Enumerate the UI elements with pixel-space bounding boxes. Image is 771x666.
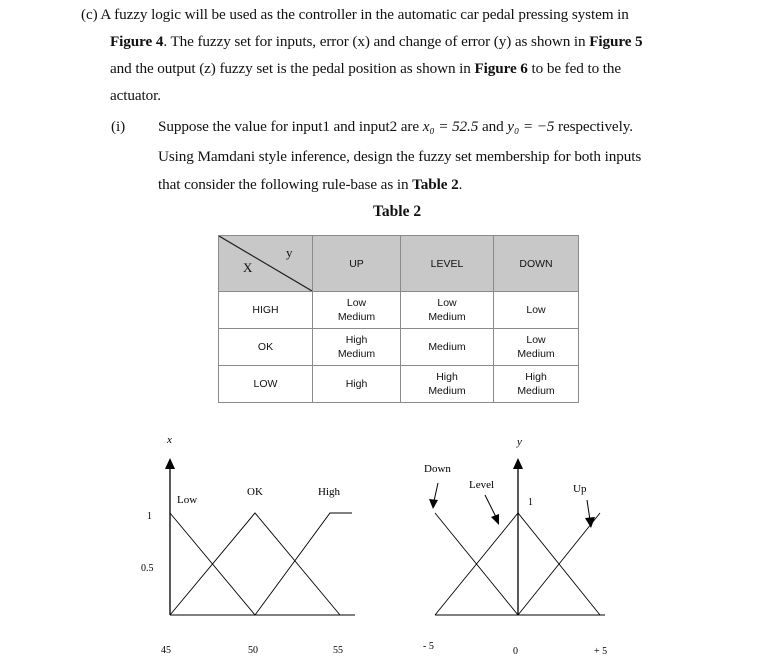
cell-line: Low bbox=[437, 297, 457, 309]
cell-line: High bbox=[345, 334, 368, 346]
table-caption: Table 2 bbox=[373, 203, 422, 220]
table-cell bbox=[494, 329, 579, 366]
level-pointer-arrowhead bbox=[491, 514, 499, 525]
set-high-line bbox=[255, 513, 352, 615]
table-cell bbox=[313, 366, 401, 403]
row-label-high: HIGH bbox=[219, 292, 313, 329]
question-text-2: . The fuzzy set for inputs, error (x) and change of error (y) as shown in bbox=[163, 33, 586, 50]
corner-y-label: y bbox=[286, 245, 293, 260]
y-plot-axis-arrowhead bbox=[513, 458, 523, 469]
x-plot-y-tick-05: 0.5 bbox=[141, 563, 154, 574]
part-line-1 bbox=[158, 118, 633, 136]
part-label: (i) bbox=[111, 118, 126, 135]
x-plot-x-tick-55: 55 bbox=[333, 645, 343, 656]
level-pointer-arrow bbox=[485, 495, 496, 517]
table-cell bbox=[401, 366, 494, 403]
cell-line: Medium bbox=[428, 341, 466, 353]
cell-line: Medium bbox=[517, 385, 555, 397]
cell-line: Medium bbox=[337, 311, 376, 323]
part-line-2 bbox=[158, 148, 641, 166]
table-cell bbox=[313, 292, 401, 329]
y-plot-x-tick-0: 0 bbox=[513, 646, 518, 657]
set-down-label: Down bbox=[424, 463, 451, 475]
y-plot-x-tick-pos5: + 5 bbox=[594, 646, 608, 657]
cell-line: Low bbox=[526, 334, 546, 346]
x-plot-axis-label: x bbox=[167, 434, 172, 446]
x-plot-x-tick-45: 45 bbox=[161, 645, 171, 656]
set-level-label: Level bbox=[469, 479, 495, 491]
part-and: and bbox=[481, 118, 504, 135]
column-header-level: LEVEL bbox=[401, 236, 494, 292]
up-pointer-arrowhead bbox=[585, 517, 595, 528]
set-high-label: High bbox=[318, 486, 340, 498]
x-plot-y-tick-1: 1 bbox=[147, 511, 152, 522]
cell-line: Low bbox=[346, 297, 367, 309]
down-pointer-arrow bbox=[434, 483, 438, 501]
up-pointer-arrow bbox=[587, 500, 590, 520]
row-label-low: LOW bbox=[219, 366, 313, 403]
part-text-2: Using Mamdani style inference, design the fuzzy set membership for both inputs bbox=[158, 148, 642, 165]
table-cell bbox=[494, 366, 579, 403]
table-header-row bbox=[219, 236, 579, 292]
question-text-3b: to be fed to the bbox=[531, 60, 622, 77]
x0-value: x₀ = 52.5 bbox=[422, 118, 479, 135]
table-row bbox=[219, 366, 579, 403]
y-plot-axis-label: y bbox=[517, 436, 522, 448]
question-line-3 bbox=[110, 60, 621, 78]
rule-base-table bbox=[218, 235, 579, 403]
table-cell bbox=[313, 329, 401, 366]
question-line-4 bbox=[110, 87, 161, 105]
cell-line: Medium bbox=[337, 348, 376, 360]
x-plot-axis-arrowhead bbox=[165, 458, 175, 469]
question-text-3a: and the output (z) fuzzy set is the pedal position as shown in bbox=[110, 60, 471, 77]
table-row bbox=[219, 329, 579, 366]
part-text-1b: respectively. bbox=[558, 118, 633, 135]
table-row bbox=[219, 292, 579, 329]
question-label: (c) bbox=[81, 6, 98, 23]
membership-plot-y bbox=[410, 425, 630, 660]
x-plot-x-tick-50: 50 bbox=[248, 645, 258, 656]
table-cell bbox=[401, 329, 494, 366]
cell-line: High bbox=[345, 378, 368, 390]
question-text-4: actuator. bbox=[110, 87, 161, 104]
figure-6-ref: Figure 6 bbox=[474, 60, 528, 77]
part-line-3 bbox=[158, 176, 462, 194]
membership-plot-x bbox=[130, 425, 380, 660]
cell-line: High bbox=[525, 371, 547, 383]
cell-line: Medium bbox=[428, 311, 466, 323]
set-ok-label: OK bbox=[247, 486, 263, 498]
column-header-down: DOWN bbox=[494, 236, 579, 292]
question-line-1 bbox=[81, 6, 629, 24]
table-cell bbox=[494, 292, 579, 329]
part-text-1a: Suppose the value for input1 and input2 are bbox=[158, 118, 419, 135]
set-ok-triangle bbox=[170, 513, 340, 615]
set-low-label: Low bbox=[177, 494, 198, 506]
row-label-ok: OK bbox=[219, 329, 313, 366]
part-text-3a: that consider the following rule-base as in bbox=[158, 176, 409, 193]
table-2-ref: Table 2 bbox=[412, 176, 459, 193]
corner-diagonal-line bbox=[219, 236, 312, 291]
y0-value: y₀ = −5 bbox=[507, 118, 555, 135]
cell-line: High bbox=[436, 371, 458, 383]
y-plot-y-tick-1: 1 bbox=[528, 497, 533, 508]
question-line-2 bbox=[110, 33, 643, 51]
down-pointer-arrowhead bbox=[429, 499, 438, 509]
question-text-1: A fuzzy logic will be used as the controller in the automatic car pedal pressing system in bbox=[100, 6, 629, 23]
cell-line: Medium bbox=[517, 348, 555, 360]
cell-line: Medium bbox=[428, 385, 466, 397]
set-up-label: Up bbox=[573, 483, 587, 495]
table-corner-cell bbox=[219, 236, 313, 292]
part-text-3-end: . bbox=[458, 176, 463, 193]
figure-4-ref: Figure 4 bbox=[110, 33, 164, 50]
cell-line: Low bbox=[526, 304, 546, 316]
corner-x-label: X bbox=[243, 260, 253, 275]
table-cell bbox=[401, 292, 494, 329]
y-plot-x-tick-neg5: - 5 bbox=[423, 641, 434, 652]
column-header-up: UP bbox=[313, 236, 401, 292]
figure-5-ref: Figure 5 bbox=[589, 33, 643, 50]
